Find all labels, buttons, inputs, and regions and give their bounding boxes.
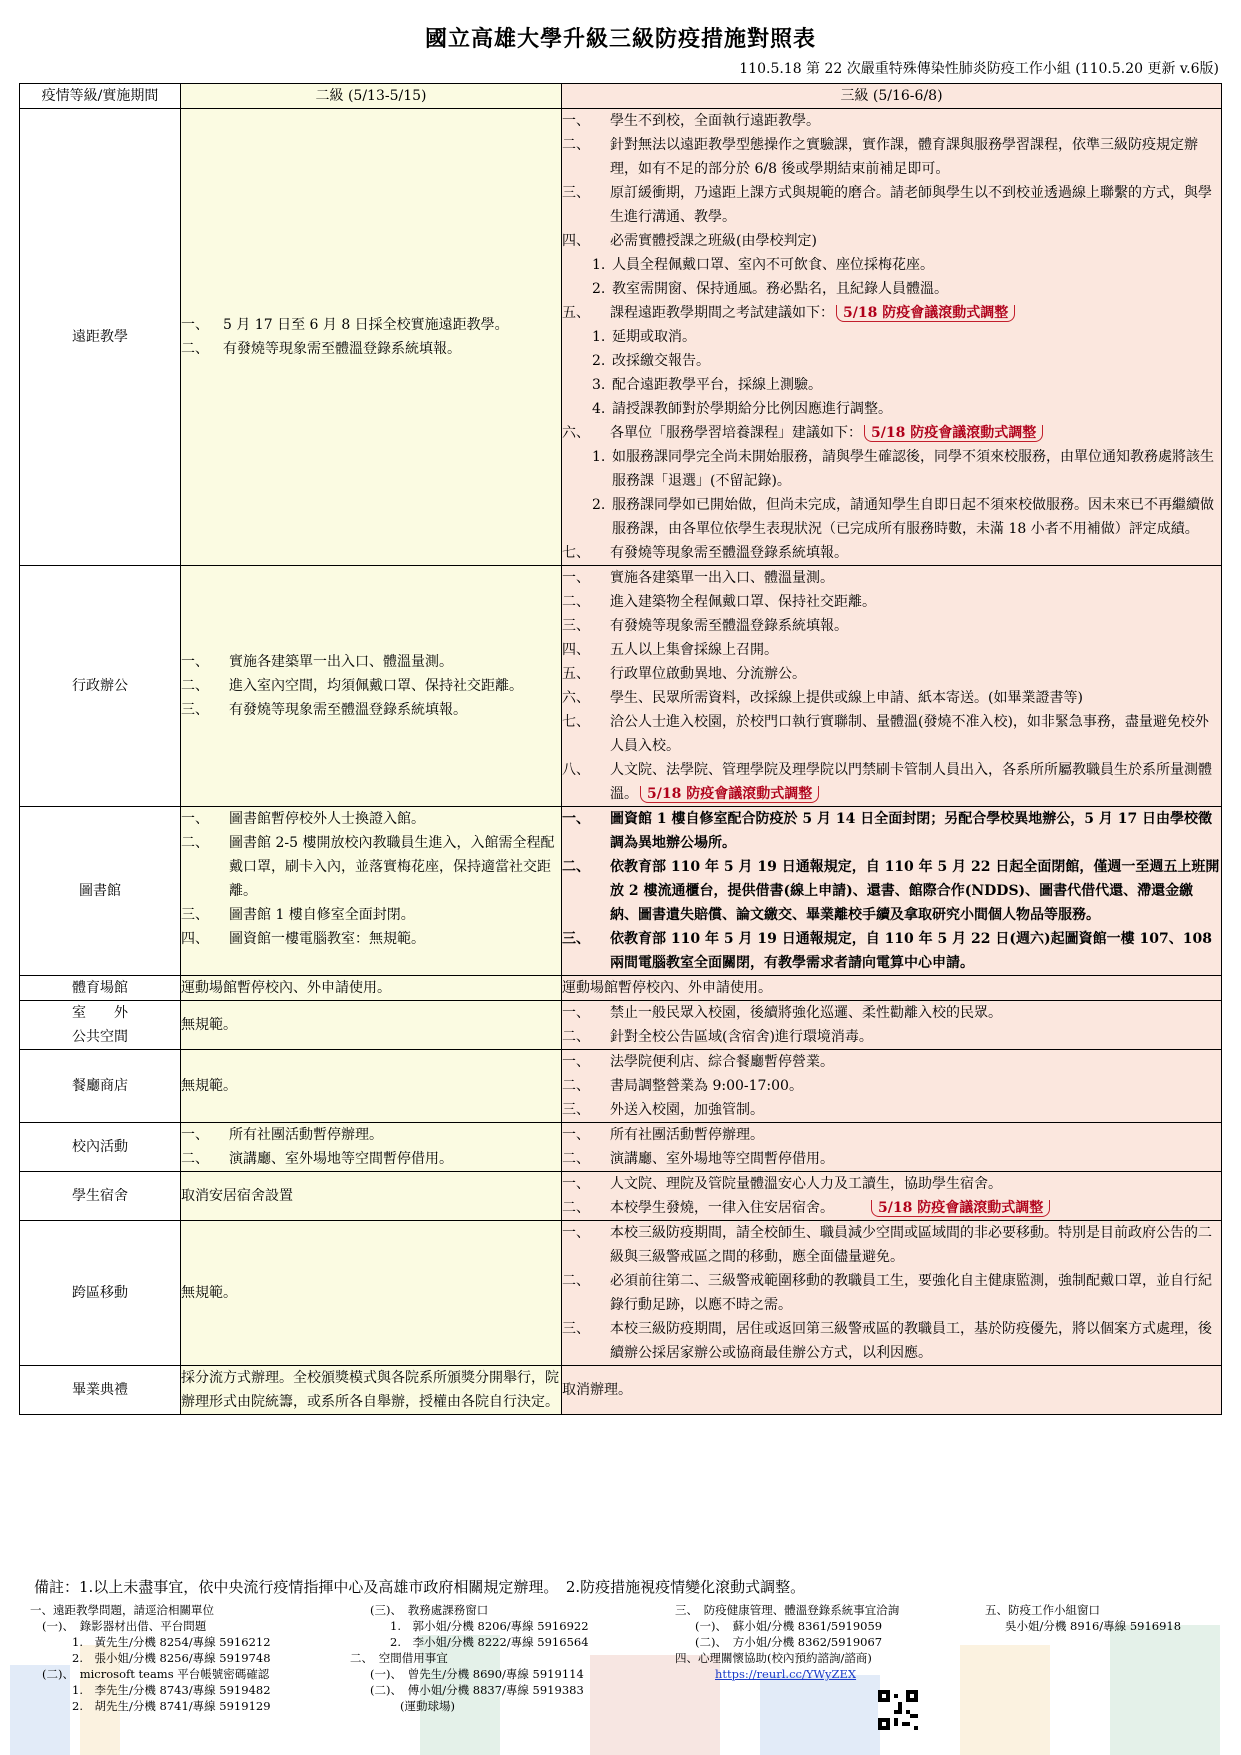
row-outdoor: [20, 1001, 1222, 1050]
qr-code-icon[interactable]: [878, 1690, 918, 1730]
contact-info: [30, 1602, 1220, 1747]
adjustment-tag: 5/18 防疫會議滾動式調整: [864, 425, 1043, 442]
list-item: 三、 依教育部 110 年 5 月 19 日通報規定，自 110 年 5 月 22 日(週六)起圖資館一樓 107、108 兩間電腦教室全面關閉，有教學需求者請向電算中心申請。: [562, 931, 1212, 971]
list-item: 一、 禁止一般民眾入校園，後續將強化巡邏、柔性勸離入校的民眾。: [562, 1005, 1002, 1021]
contact-column: 三、 防疫健康管理、體溫登錄系統事宜洽詢 (一)、 蘇小姐/分機 8361/5919059 (二)、 方小姐/分機 8362/5919067 四、心理關懷協助(校內預約諮詢/諮商) https://reurl.cc/YWyZEX: [675, 1603, 900, 1681]
category-cell: 圖書館: [20, 807, 181, 976]
row-dining: [20, 1050, 1222, 1123]
category-cell: 遠距教學: [20, 109, 181, 566]
list-item: 三、 外送入校園，加強管制。: [562, 1102, 764, 1118]
row-library: [20, 807, 1222, 976]
list-item: 二、 必須前往第二、三級警戒範圍移動的教職員工生，要強化自主健康監測，強制配戴口罩，並自行紀錄行動足跡，以應不時之需。: [562, 1273, 1212, 1313]
level2-cell: 無規範。: [181, 1221, 562, 1366]
level2-cell: [181, 566, 562, 807]
list-item: 一、 法學院便利店、綜合餐廳暫停營業。: [562, 1054, 834, 1070]
list-item: 八、 人文院、法學院、管理學院及理學院以門禁刷卡管制人員出入，各系所所屬教職員生於系所量測體溫。 5/18 防疫會議滾動式調整: [562, 762, 1212, 802]
sub-item: 3. 配合遠距教學平台，採線上測驗。: [592, 377, 822, 393]
level2-cell: [181, 807, 562, 976]
footer-note: 備註：1.以上未盡事宜，依中央流行疫情指揮中心及高雄市政府相關規定辦理。 2.防疫措施視疫情變化滾動式調整。: [34, 1578, 806, 1596]
list-item: 一、 5 月 17 日至 6 月 8 日採全校實施遠距教學。: [181, 317, 509, 333]
header-category: 疫情等級/實施期間: [20, 84, 181, 109]
level3-cell: [562, 566, 1222, 807]
list-item: 一、 本校三級防疫期間，請全校師生、職員減少空間或區域間的非必要移動。特別是目前政府公告的二級與三級警戒區之間的移動，應全面儘量避免。: [562, 1225, 1212, 1265]
category-cell: 室 外 公共空間: [20, 1001, 181, 1050]
list-item: 二、 圖書館 2-5 樓開放校內教職員生進入，入館需全程配戴口罩，刷卡入內，並落實梅花座，保持適當社交距離。: [181, 835, 555, 899]
list-item: 二、 本校學生發燒，一律入住安居宿舍。 5/18 防疫會議滾動式調整: [562, 1196, 1221, 1220]
list-item: 三、 有發燒等現象需至體溫登錄系統填報。: [562, 618, 848, 634]
list-item: 一、 學生不到校，全面執行遠距教學。: [562, 113, 820, 129]
level3-cell: [562, 109, 1222, 566]
sub-item: 4. 請授課教師對於學期給分比例因應進行調整。: [592, 401, 892, 417]
adjustment-tag: 5/18 防疫會議滾動式調整: [836, 305, 1015, 322]
list-item: 一、 實施各建築單一出入口、體溫量測。: [181, 654, 453, 670]
row-dorm: [20, 1172, 1222, 1221]
list-item: 四、 五人以上集會採線上召開。: [562, 642, 778, 658]
header-level2: 二級 (5/13-5/15): [181, 84, 562, 109]
list-item: 二、 演講廳、室外場地等空間暫停借用。: [181, 1151, 453, 1167]
level2-cell: 無規範。: [181, 1050, 562, 1123]
list-item: 一、 圖書館暫停校外人士換證入館。: [181, 811, 425, 827]
list-item: 一、 所有社團活動暫停辦理。: [181, 1127, 383, 1143]
level2-cell: 採分流方式辦理。全校頒獎模式與各院系所頒獎分開舉行，院辦理形式由院統籌，或系所各自舉辦，授權由各院自行決定。: [181, 1366, 562, 1415]
sub-item: 1. 人員全程佩戴口罩、室內不可飲食、座位採梅花座。: [592, 257, 934, 273]
sub-item: 2. 服務課同學如已開始做，但尚未完成，請通知學生自即日起不須來校做服務。因未來已不再繼續做服務課，由各單位依學生表現狀況（已完成所有服務時數，未滿 18 小者不用補做）評定成績。: [592, 497, 1214, 537]
level3-cell: 運動場館暫停校內、外申請使用。: [562, 976, 1222, 1001]
row-remote-teaching: [20, 109, 1222, 566]
level2-cell: 無規範。: [181, 1001, 562, 1050]
row-graduation: [20, 1366, 1222, 1415]
list-item: 二、 演講廳、室外場地等空間暫停借用。: [562, 1151, 834, 1167]
level3-cell: 取消辦理。: [562, 1366, 1222, 1415]
list-item: 一、 實施各建築單一出入口、體溫量測。: [562, 570, 834, 586]
category-cell: 餐廳商店: [20, 1050, 181, 1123]
level3-cell: [562, 1001, 1222, 1050]
page-title: 國立高雄大學升級三級防疫措施對照表: [424, 27, 816, 52]
level2-cell: 取消安居宿舍設置: [181, 1172, 562, 1221]
category-cell: 跨區移動: [20, 1221, 181, 1366]
level3-cell: [562, 1172, 1222, 1221]
row-activities: [20, 1123, 1222, 1172]
row-sports: [20, 976, 1222, 1001]
sub-item: 2. 教室需開窗、保持通風。務必點名，且紀錄人員體溫。: [592, 281, 948, 297]
level3-cell: [562, 1050, 1222, 1123]
list-item: 五、 課程遠距教學期間之考試建議如下： 5/18 防疫會議滾動式調整: [562, 301, 1221, 325]
list-item: 三、 本校三級防疫期間，居住或返回第三級警戒區的教職員工，基於防疫優先，將以個案方式處理，後續辦公採居家辦公或協商最佳辦公方式，以利因應。: [562, 1321, 1212, 1361]
contact-column: 一、遠距教學問題，請逕洽相關單位 (一)、 錄影器材出借、平台問題 1. 黃先生/分機 8254/專線 5916212 2. 張小姐/分機 8256/專線 5919748 (二)、 microsoft teams 平台帳號密碼確認 1. 李先生/分機 8743/專線 5919482 2. 胡先生/分機 8741/專線 5919129: [30, 1603, 271, 1713]
sub-item: 1. 延期或取消。: [592, 329, 696, 345]
sub-item: 1. 如服務課同學完全尚未開始服務，請與學生確認後，同學不須來校服務，由單位通知教務處將該生服務課「退選」(不留記錄)。: [592, 449, 1214, 489]
list-item: 一、 所有社團活動暫停辦理。: [562, 1127, 764, 1143]
level3-cell: [562, 1221, 1222, 1366]
category-cell: 畢業典禮: [20, 1366, 181, 1415]
list-item: 三、 原訂緩衝期，乃遠距上課方式與規範的磨合。請老師與學生以不到校並透過線上聯繫的方式，與學生進行溝通、教學。: [562, 185, 1212, 225]
row-administration: [20, 566, 1222, 807]
level3-cell: [562, 807, 1222, 976]
list-item: 三、 有發燒等現象需至體溫登錄系統填報。: [181, 702, 467, 718]
list-item: 二、 進入建築物全程佩戴口罩、保持社交距離。: [562, 594, 876, 610]
category-cell: 體育場館: [20, 976, 181, 1001]
list-item: 四、 必需實體授課之班級(由學校判定): [562, 233, 817, 249]
subtitle: 110.5.18 第 22 次嚴重特殊傳染性肺炎防疫工作小組 (110.5.20 更新 v.6版): [739, 61, 1219, 77]
header-row: [20, 84, 1222, 109]
list-item: 二、 進入室內空間，均須佩戴口罩、保持社交距離。: [181, 678, 523, 694]
adjustment-tag: 5/18 防疫會議滾動式調整: [871, 1200, 1050, 1217]
measures-table: [19, 83, 1222, 1415]
list-item: 二、 有發燒等現象需至體溫登錄系統填報。: [181, 341, 461, 357]
sub-item: 2. 改採繳交報告。: [592, 353, 710, 369]
contact-column: 五、防疫工作小組窗口 吳小姐/分機 8916/專線 5916918: [985, 1603, 1182, 1633]
list-item: 二、 依教育部 110 年 5 月 19 日通報規定，自 110 年 5 月 22 日起全面閉館，僅週一至週五上班開放 2 樓流通櫃台，提供借書(線上申請)、還書、館際合作(NDDS)、圖書代借代還、滯還金繳納、圖書遺失賠償、論文繳交、畢業離校手續及拿取研究小間個人物品等服務。: [562, 859, 1220, 923]
category-cell: 校內活動: [20, 1123, 181, 1172]
category-cell: 行政辦公: [20, 566, 181, 807]
list-item: 二、 書局調整營業為 9:00-17:00。: [562, 1078, 803, 1094]
level2-cell: 運動場館暫停校內、外申請使用。: [181, 976, 562, 1001]
list-item: 四、 圖資館一樓電腦教室：無規範。: [181, 931, 425, 947]
list-item: 五、 行政單位啟動異地、分流辦公。: [562, 666, 806, 682]
list-item: 七、 有發燒等現象需至體溫登錄系統填報。: [562, 545, 848, 561]
level2-cell: [181, 1123, 562, 1172]
adjustment-tag: 5/18 防疫會議滾動式調整: [640, 786, 819, 803]
contact-column: (三)、 教務處課務窗口 1. 郭小姐/分機 8206/專線 5916922 2. 李小姐/分機 8222/專線 5916564 二、 空間借用事宜 (一)、 曾先生/分機 8690/專線 5919114 (二)、 傅小姐/分機 8837/專線 5919383 (運動球場): [350, 1603, 589, 1713]
list-item: 一、 人文院、理院及管院量體溫安心人力及工讀生，協助學生宿舍。: [562, 1176, 1002, 1192]
category-cell: 學生宿舍: [20, 1172, 181, 1221]
list-item: 三、 圖書館 1 樓自修室全面封閉。: [181, 907, 415, 923]
list-item: 六、 各單位「服務學習培養課程」建議如下： 5/18 防疫會議滾動式調整: [562, 421, 1221, 445]
counseling-link[interactable]: https://reurl.cc/YWyZEX: [715, 1667, 857, 1681]
list-item: 二、 針對無法以遠距教學型態操作之實驗課，實作課，體育課與服務學習課程，依準三級防疫規定辦理，如有不足的部分於 6/8 後或學期結束前補足即可。: [562, 137, 1198, 177]
list-item: 六、 學生、民眾所需資料，改採線上提供或線上申請、紙本寄送。(如畢業證書等): [562, 690, 1083, 706]
level3-cell: [562, 1123, 1222, 1172]
list-item: 七、 洽公人士進入校園，於校門口執行實聯制、量體溫(發燒不准入校)，如非緊急事務，盡量避免校外人員入校。: [562, 714, 1209, 754]
list-item: 一、 圖資館 1 樓自修室配合防疫於 5 月 14 日全面封閉；另配合學校異地辦公，5 月 17 日由學校徵調為異地辦公場所。: [562, 811, 1213, 851]
header-level3: 三級 (5/16-6/8): [562, 84, 1222, 109]
level2-cell: [181, 109, 562, 566]
list-item: 二、 針對全校公告區域(含宿舍)進行環境消毒。: [562, 1029, 873, 1045]
row-travel: [20, 1221, 1222, 1366]
